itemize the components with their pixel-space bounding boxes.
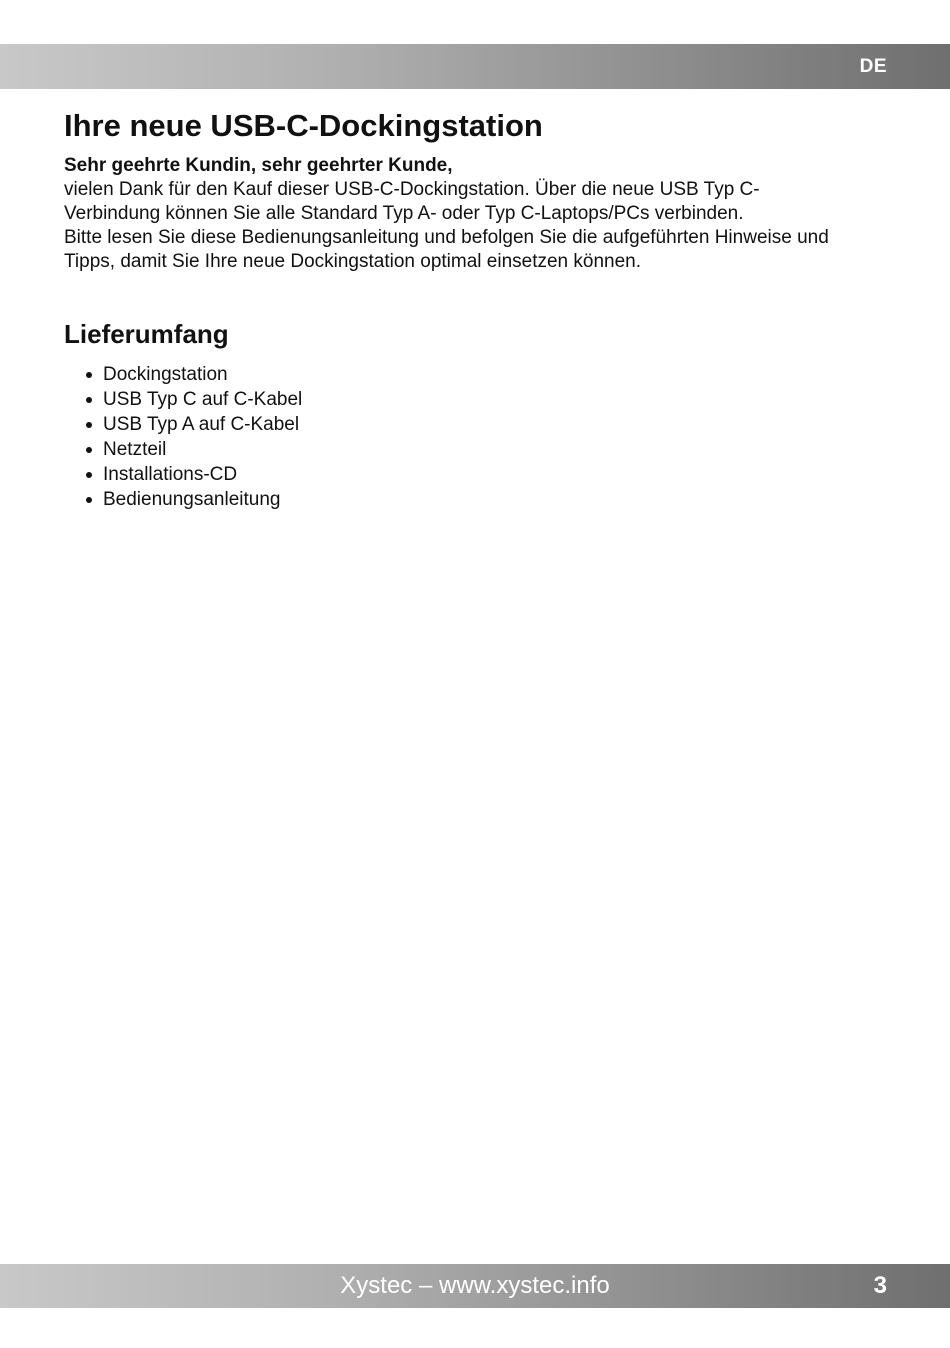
bullet-icon xyxy=(86,372,92,378)
intro-line: vielen Dank für den Kauf dieser USB-C-Dockingstation. Über die neue USB Typ C- xyxy=(64,179,760,200)
list-item-label: USB Typ C auf C-Kabel xyxy=(103,389,303,410)
salutation: Sehr geehrte Kundin, sehr geehrter Kunde, xyxy=(64,155,453,176)
bullet-icon xyxy=(86,447,92,453)
footer-website: Xystec – www.xystec.info xyxy=(340,1272,610,1299)
list-item xyxy=(64,387,894,412)
list-item-label: Installations-CD xyxy=(103,464,238,485)
footer-bar xyxy=(0,1264,950,1308)
language-label: DE xyxy=(859,56,887,77)
intro-line: Tipps, damit Sie Ihre neue Dockingstation optimal einsetzen können. xyxy=(64,251,642,272)
intro-paragraph xyxy=(64,154,894,274)
bullet-icon xyxy=(86,472,92,478)
bullet-icon xyxy=(86,497,92,503)
list-item-label: Dockingstation xyxy=(103,364,228,385)
list-item xyxy=(64,412,894,437)
bullet-icon xyxy=(86,422,92,428)
list-item xyxy=(64,437,894,462)
list-item xyxy=(64,462,894,487)
main-content xyxy=(64,106,894,512)
list-item-label: Netzteil xyxy=(103,439,167,460)
list-item xyxy=(64,362,894,387)
header-bar xyxy=(0,44,950,89)
delivery-list xyxy=(64,362,894,512)
list-item-label: Bedienungsanleitung xyxy=(103,489,281,510)
bullet-icon xyxy=(86,397,92,403)
intro-line: Verbindung können Sie alle Standard Typ A- oder Typ C-Laptops/PCs verbinden. xyxy=(64,203,744,224)
list-item xyxy=(64,487,894,512)
intro-line: Bitte lesen Sie diese Bedienungsanleitung und befolgen Sie die aufgeführten Hinweise und xyxy=(64,227,829,248)
delivery-section-title: Lieferumfang xyxy=(64,319,229,349)
list-item-label: USB Typ A auf C-Kabel xyxy=(103,414,300,435)
page-title: Ihre neue USB-C-Dockingstation xyxy=(64,108,543,143)
page-number: 3 xyxy=(873,1272,887,1299)
